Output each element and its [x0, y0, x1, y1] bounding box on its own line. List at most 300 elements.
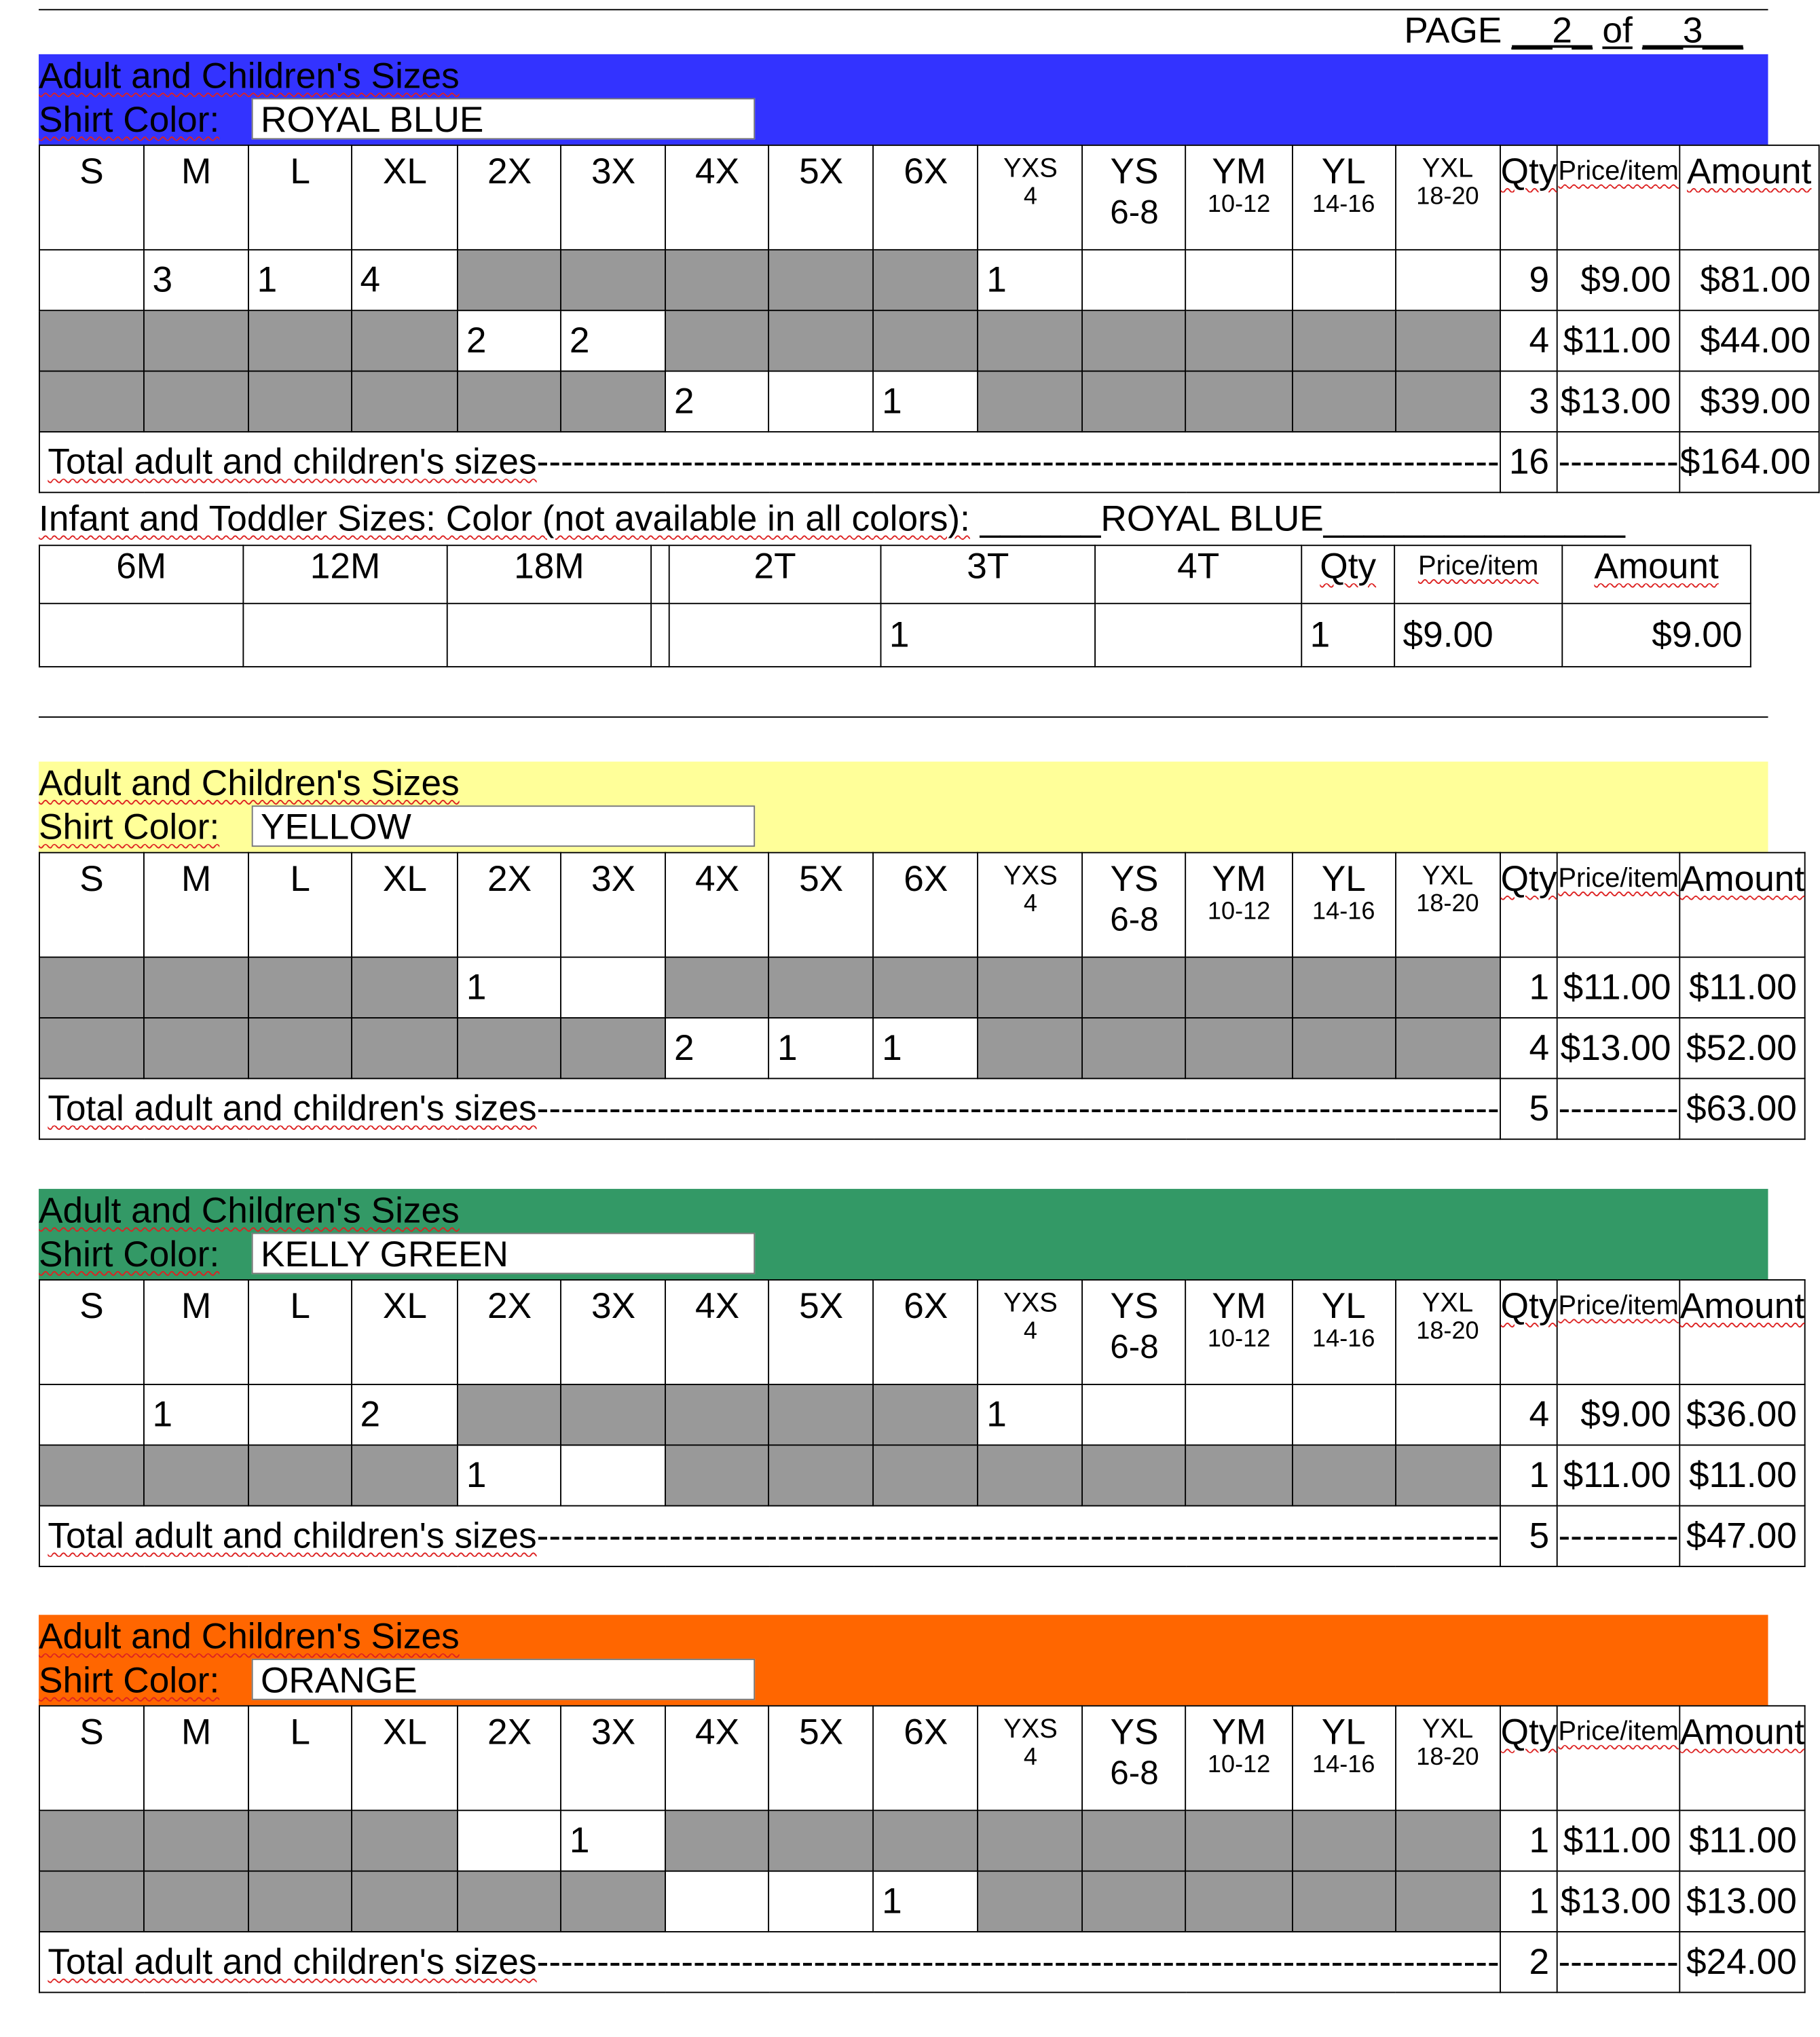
cell-ys	[1083, 1810, 1186, 1871]
cell-x5	[769, 1445, 874, 1505]
cell-x5[interactable]: 1	[769, 1018, 874, 1078]
header-xl: XL	[352, 145, 458, 250]
cell-ym	[1186, 1018, 1292, 1078]
infant-data-row	[39, 604, 1751, 667]
cell-yxl	[1395, 1871, 1500, 1932]
cell-price: $11.00	[1557, 1445, 1679, 1505]
cell-xl[interactable]: 4	[352, 250, 458, 310]
cell-yxs	[978, 371, 1083, 432]
total-label	[39, 1932, 1500, 1992]
cell-qty: 4	[1500, 1018, 1558, 1078]
cell-m	[144, 1810, 248, 1871]
cell-s[interactable]	[39, 1384, 144, 1445]
header-ys: YS 6-8	[1083, 853, 1186, 957]
cell-x6	[874, 1810, 978, 1871]
cell-x5	[769, 250, 874, 310]
total-row	[39, 1932, 1805, 1992]
infant-color-field[interactable]: ______ROYAL BLUE_______________	[980, 498, 1625, 538]
cell-s	[39, 371, 144, 432]
infant-table	[39, 545, 1751, 667]
total-amount: $63.00	[1679, 1078, 1805, 1139]
header-qty: Qty	[1500, 145, 1558, 250]
cell-l	[248, 957, 352, 1018]
cell-ym	[1186, 1871, 1292, 1932]
shirt-color-label: Shirt Color:	[39, 1659, 220, 1700]
cell-x4	[666, 1810, 769, 1871]
cell-xl	[352, 310, 458, 371]
cell-qty: 1	[1500, 1445, 1558, 1505]
cell-qty: 3	[1500, 371, 1558, 432]
header-yl: YL 14-16	[1292, 1280, 1395, 1384]
total-dashes: --------------------------------------------------------------------------------	[536, 1088, 1500, 1128]
header-m: M	[144, 1280, 248, 1384]
cell-xl	[352, 957, 458, 1018]
total-label-text: Total adult and children's sizes	[48, 1941, 537, 1982]
total-qty: 2	[1500, 1932, 1558, 1992]
header-x2: 2X	[458, 1706, 561, 1810]
cell-yxs	[978, 1018, 1083, 1078]
header-x4: 4X	[666, 1280, 769, 1384]
header-yxs: YXS 4	[978, 1706, 1083, 1810]
section-title: Adult and Children's Sizes	[39, 763, 460, 803]
cell-x4[interactable]: 2	[666, 371, 769, 432]
header-x3: 3X	[561, 145, 666, 250]
cell-amount: $36.00	[1679, 1384, 1805, 1445]
section-band-orange	[39, 1615, 1768, 1705]
cell-xl	[352, 1810, 458, 1871]
cell-x3	[561, 250, 666, 310]
header-yl: YL 14-16	[1292, 145, 1395, 250]
infant-header-4t: 4T	[1095, 545, 1301, 604]
cell-s	[39, 1871, 144, 1932]
header-x6: 6X	[874, 1280, 978, 1384]
cell-yxs	[978, 957, 1083, 1018]
cell-xl[interactable]: 2	[352, 1384, 458, 1445]
header-yxs: YXS 4	[978, 145, 1083, 250]
cell-x6[interactable]: 1	[874, 371, 978, 432]
cell-xl	[352, 1445, 458, 1505]
header-ym: YM 10-12	[1186, 1280, 1292, 1384]
cell-yxs	[978, 1871, 1083, 1932]
header-yxl: YXL 18-20	[1395, 1706, 1500, 1810]
shirt-color-label: Shirt Color:	[39, 807, 220, 847]
total-dashes: --------------------------------------------------------------------------------	[536, 1515, 1500, 1556]
header-amount: Amount	[1679, 1706, 1805, 1810]
total-price-dashes: ----------	[1557, 1932, 1679, 1992]
cell-s	[39, 1018, 144, 1078]
cell-s	[39, 310, 144, 371]
infant-header-6m: 6M	[39, 545, 243, 604]
cell-yxs	[978, 1445, 1083, 1505]
cell-x4	[666, 957, 769, 1018]
cell-qty: 1	[1500, 1810, 1558, 1871]
header-yxl: YXL 18-20	[1395, 1280, 1500, 1384]
cell-ym[interactable]	[1186, 1384, 1292, 1445]
header-ys: YS 6-8	[1083, 1280, 1186, 1384]
cell-x6	[874, 1384, 978, 1445]
infant-header-12m: 12M	[243, 545, 447, 604]
header-s: S	[39, 1280, 144, 1384]
cell-qty: 1	[1500, 1871, 1558, 1932]
cell-yl	[1292, 1810, 1395, 1871]
header-yxl: YXL 18-20	[1395, 145, 1500, 250]
section-band-yellow	[39, 762, 1768, 852]
cell-qty: 4	[1500, 1384, 1558, 1445]
shirt-color-field[interactable]: ROYAL BLUE	[252, 98, 755, 139]
size-header-row	[39, 1706, 1805, 1810]
cell-ym[interactable]	[1186, 250, 1292, 310]
section-band-kelly-green	[39, 1189, 1768, 1279]
cell-yl	[1292, 1018, 1395, 1078]
total-label	[39, 432, 1500, 492]
header-s: S	[39, 853, 144, 957]
cell-m[interactable]: 1	[144, 1384, 248, 1445]
cell-x4[interactable]: 2	[666, 1018, 769, 1078]
cell-ys	[1083, 371, 1186, 432]
infant-spacer-cell	[651, 604, 669, 667]
cell-ys	[1083, 957, 1186, 1018]
header-x2: 2X	[458, 145, 561, 250]
cell-x4	[666, 1384, 769, 1445]
infant-cell-6m[interactable]	[39, 604, 243, 667]
cell-m	[144, 1445, 248, 1505]
cell-price: $11.00	[1557, 310, 1679, 371]
cell-x5	[769, 1810, 874, 1871]
header-yl: YL 14-16	[1292, 1706, 1395, 1810]
size-data-row	[39, 1445, 1805, 1505]
size-data-row	[39, 1018, 1805, 1078]
total-row	[39, 1078, 1805, 1139]
header-m: M	[144, 853, 248, 957]
total-row	[39, 1506, 1805, 1566]
cell-x2	[458, 371, 561, 432]
cell-x5[interactable]	[769, 1871, 874, 1932]
section-title: Adult and Children's Sizes	[39, 1616, 460, 1657]
header-xl: XL	[352, 1280, 458, 1384]
cell-yxl	[1395, 1018, 1500, 1078]
infant-cell-12m[interactable]	[243, 604, 447, 667]
cell-amount: $11.00	[1679, 1445, 1805, 1505]
header-x3: 3X	[561, 1280, 666, 1384]
cell-yl	[1292, 310, 1395, 371]
page-total: __3__	[1642, 10, 1743, 51]
header-amount: Amount	[1679, 145, 1819, 250]
cell-yl	[1292, 1445, 1395, 1505]
cell-yxl[interactable]	[1395, 250, 1500, 310]
cell-price: $9.00	[1557, 1384, 1679, 1445]
cell-x6[interactable]: 1	[874, 1871, 978, 1932]
infant-header-price: Price/item	[1394, 545, 1562, 604]
infant-cell-18m[interactable]	[447, 604, 651, 667]
size-header-row	[39, 145, 1819, 250]
total-dashes: --------------------------------------------------------------------------------	[536, 1941, 1500, 1982]
page-label: PAGE	[1404, 10, 1502, 51]
cell-x4[interactable]	[666, 1871, 769, 1932]
cell-yxl	[1395, 1810, 1500, 1871]
header-x3: 3X	[561, 853, 666, 957]
cell-price: $13.00	[1557, 371, 1679, 432]
header-yxs: YXS 4	[978, 853, 1083, 957]
cell-ys	[1083, 1018, 1186, 1078]
header-yl: YL 14-16	[1292, 853, 1395, 957]
cell-price: $11.00	[1557, 957, 1679, 1018]
cell-x3	[561, 371, 666, 432]
cell-ym	[1186, 1445, 1292, 1505]
cell-x6	[874, 1445, 978, 1505]
size-data-row	[39, 1810, 1805, 1871]
cell-x4	[666, 310, 769, 371]
infant-header-18m: 18M	[447, 545, 651, 604]
shirt-color-field[interactable]: KELLY GREEN	[252, 1233, 755, 1274]
cell-yxl	[1395, 957, 1500, 1018]
cell-x6[interactable]: 1	[874, 1018, 978, 1078]
cell-x2	[458, 1384, 561, 1445]
cell-m	[144, 371, 248, 432]
cell-yl	[1292, 957, 1395, 1018]
cell-m	[144, 310, 248, 371]
infant-header-2t: 2T	[669, 545, 881, 604]
cell-x2[interactable]: 1	[458, 957, 561, 1018]
cell-m	[144, 1018, 248, 1078]
cell-yxl	[1395, 1445, 1500, 1505]
shirt-color-label: Shirt Color:	[39, 1234, 220, 1274]
cell-amount: $52.00	[1679, 1018, 1805, 1078]
cell-ym	[1186, 371, 1292, 432]
cell-x3	[561, 1018, 666, 1078]
section-divider-rule	[39, 716, 1768, 718]
header-x2: 2X	[458, 853, 561, 957]
size-header-row	[39, 1280, 1805, 1384]
cell-ys[interactable]	[1083, 250, 1186, 310]
cell-m	[144, 1871, 248, 1932]
cell-xl	[352, 371, 458, 432]
cell-l[interactable]: 1	[248, 250, 352, 310]
cell-yxs[interactable]: 1	[978, 250, 1083, 310]
cell-x5	[769, 310, 874, 371]
cell-m[interactable]: 3	[144, 250, 248, 310]
infant-label: Infant and Toddler Sizes: Color (not available in all colors):	[39, 498, 970, 538]
cell-l	[248, 1445, 352, 1505]
cell-price: $13.00	[1557, 1018, 1679, 1078]
total-amount: $47.00	[1679, 1506, 1805, 1566]
header-ym: YM 10-12	[1186, 853, 1292, 957]
cell-ys	[1083, 1445, 1186, 1505]
total-price-dashes: ----------	[1557, 432, 1679, 492]
infant-toddler-line	[39, 498, 1625, 540]
cell-yl	[1292, 371, 1395, 432]
header-l: L	[248, 1706, 352, 1810]
cell-yl[interactable]	[1292, 250, 1395, 310]
cell-yl[interactable]	[1292, 1384, 1395, 1445]
total-price-dashes: ----------	[1557, 1078, 1679, 1139]
header-x6: 6X	[874, 145, 978, 250]
header-amount: Amount	[1679, 1280, 1805, 1384]
header-amount: Amount	[1679, 853, 1805, 957]
header-x5: 5X	[769, 145, 874, 250]
cell-qty: 9	[1500, 250, 1558, 310]
header-x5: 5X	[769, 1280, 874, 1384]
page-of-label: of	[1602, 10, 1633, 51]
cell-l[interactable]	[248, 1384, 352, 1445]
cell-ym	[1186, 1810, 1292, 1871]
header-xl: XL	[352, 1706, 458, 1810]
header-qty: Qty	[1500, 1280, 1558, 1384]
cell-x4	[666, 1445, 769, 1505]
cell-x2	[458, 1018, 561, 1078]
shirt-color-label: Shirt Color:	[39, 99, 220, 140]
cell-m	[144, 957, 248, 1018]
infant-amount: $9.00	[1562, 604, 1751, 667]
header-m: M	[144, 1706, 248, 1810]
cell-x3	[561, 1871, 666, 1932]
cell-ys	[1083, 1871, 1186, 1932]
total-qty: 5	[1500, 1078, 1558, 1139]
size-data-row	[39, 371, 1819, 432]
header-l: L	[248, 1280, 352, 1384]
header-price: Price/item	[1557, 145, 1679, 250]
cell-price: $9.00	[1557, 250, 1679, 310]
section-title: Adult and Children's Sizes	[39, 55, 460, 96]
cell-l	[248, 371, 352, 432]
section-title: Adult and Children's Sizes	[39, 1190, 460, 1230]
cell-amount: $11.00	[1679, 1810, 1805, 1871]
cell-yxl	[1395, 371, 1500, 432]
size-table-yellow	[39, 852, 1806, 1140]
header-x4: 4X	[666, 1706, 769, 1810]
cell-x3[interactable]: 1	[561, 1810, 666, 1871]
header-m: M	[144, 145, 248, 250]
cell-x4	[666, 250, 769, 310]
header-ys: YS 6-8	[1083, 1706, 1186, 1810]
cell-amount: $13.00	[1679, 1871, 1805, 1932]
cell-amount: $81.00	[1679, 250, 1819, 310]
cell-s	[39, 1445, 144, 1505]
header-ym: YM 10-12	[1186, 1706, 1292, 1810]
cell-xl	[352, 1018, 458, 1078]
header-price: Price/item	[1557, 853, 1679, 957]
cell-price: $11.00	[1557, 1810, 1679, 1871]
cell-ym	[1186, 957, 1292, 1018]
header-s: S	[39, 145, 144, 250]
cell-price: $13.00	[1557, 1871, 1679, 1932]
cell-x3[interactable]	[561, 957, 666, 1018]
shirt-color-field[interactable]: ORANGE	[252, 1659, 755, 1700]
total-label	[39, 1506, 1500, 1566]
section-band-royal-blue	[39, 54, 1768, 145]
cell-l	[248, 1810, 352, 1871]
header-x6: 6X	[874, 1706, 978, 1810]
total-row	[39, 432, 1819, 492]
header-qty: Qty	[1500, 1706, 1558, 1810]
cell-ys[interactable]	[1083, 1384, 1186, 1445]
size-data-row	[39, 957, 1805, 1018]
size-data-row	[39, 310, 1819, 371]
cell-ys	[1083, 310, 1186, 371]
cell-l	[248, 310, 352, 371]
cell-qty: 1	[1500, 957, 1558, 1018]
total-amount: $164.00	[1679, 432, 1819, 492]
infant-cell-4t[interactable]	[1095, 604, 1301, 667]
cell-s	[39, 1810, 144, 1871]
shirt-color-field[interactable]: YELLOW	[252, 805, 755, 847]
header-x4: 4X	[666, 145, 769, 250]
header-l: L	[248, 145, 352, 250]
cell-yxl[interactable]	[1395, 1384, 1500, 1445]
header-x5: 5X	[769, 853, 874, 957]
header-s: S	[39, 1706, 144, 1810]
size-data-row	[39, 1384, 1805, 1445]
header-yxs: YXS 4	[978, 1280, 1083, 1384]
size-table-royal-blue	[39, 145, 1819, 493]
cell-s	[39, 957, 144, 1018]
cell-x5[interactable]	[769, 371, 874, 432]
page-current: __2_	[1512, 10, 1593, 51]
infant-cell-3t[interactable]: 1	[881, 604, 1096, 667]
header-ym: YM 10-12	[1186, 145, 1292, 250]
total-label-text: Total adult and children's sizes	[48, 1515, 537, 1556]
cell-x2[interactable]: 2	[458, 310, 561, 371]
header-x5: 5X	[769, 1706, 874, 1810]
cell-yxs[interactable]: 1	[978, 1384, 1083, 1445]
cell-l	[248, 1871, 352, 1932]
infant-header-row	[39, 545, 1751, 604]
header-qty: Qty	[1500, 853, 1558, 957]
cell-amount: $11.00	[1679, 957, 1805, 1018]
header-xl: XL	[352, 853, 458, 957]
cell-x6	[874, 250, 978, 310]
total-price-dashes: ----------	[1557, 1506, 1679, 1566]
size-data-row	[39, 250, 1819, 310]
cell-x2[interactable]: 1	[458, 1445, 561, 1505]
size-header-row	[39, 853, 1805, 957]
header-price: Price/item	[1557, 1706, 1679, 1810]
header-x6: 6X	[874, 853, 978, 957]
cell-x5	[769, 1384, 874, 1445]
total-label	[39, 1078, 1500, 1139]
cell-s[interactable]	[39, 250, 144, 310]
size-table-orange	[39, 1705, 1806, 1993]
infant-price: $9.00	[1394, 604, 1562, 667]
cell-yxl	[1395, 310, 1500, 371]
header-ys: YS 6-8	[1083, 145, 1186, 250]
infant-spacer	[651, 545, 669, 604]
cell-x2	[458, 250, 561, 310]
page-indicator	[1404, 10, 1743, 52]
cell-x2	[458, 1871, 561, 1932]
cell-x2[interactable]	[458, 1810, 561, 1871]
cell-x6	[874, 957, 978, 1018]
size-table-kelly-green	[39, 1279, 1806, 1567]
header-l: L	[248, 853, 352, 957]
cell-ym	[1186, 310, 1292, 371]
header-yxl: YXL 18-20	[1395, 853, 1500, 957]
size-data-row	[39, 1871, 1805, 1932]
cell-x3[interactable]: 2	[561, 310, 666, 371]
cell-yxs	[978, 310, 1083, 371]
total-label-text: Total adult and children's sizes	[48, 441, 537, 482]
header-x2: 2X	[458, 1280, 561, 1384]
infant-header-amount: Amount	[1562, 545, 1751, 604]
infant-qty: 1	[1301, 604, 1394, 667]
infant-cell-2t[interactable]	[669, 604, 881, 667]
cell-qty: 4	[1500, 310, 1558, 371]
header-x3: 3X	[561, 1706, 666, 1810]
cell-x3[interactable]	[561, 1445, 666, 1505]
infant-header-qty: Qty	[1301, 545, 1394, 604]
cell-x3	[561, 1384, 666, 1445]
total-qty: 5	[1500, 1506, 1558, 1566]
cell-yl	[1292, 1871, 1395, 1932]
